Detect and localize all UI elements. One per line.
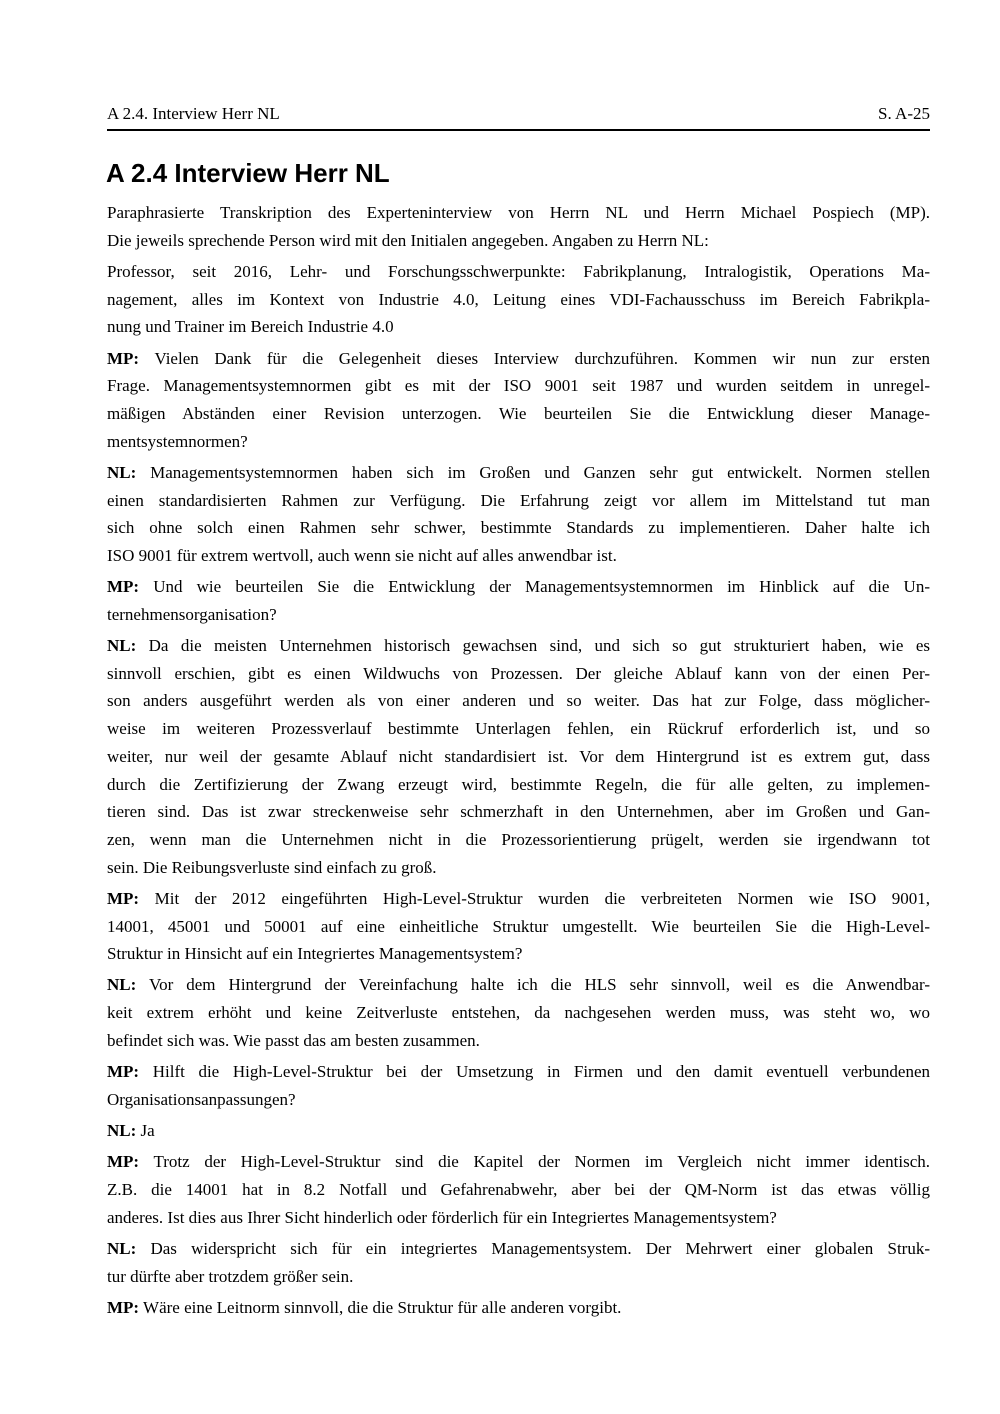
speaker-label: MP:: [107, 348, 140, 368]
transcript: [107, 199, 930, 1325]
text-line: Struktur in Hinsicht auf ein Integriertes Managementsystem?: [107, 944, 523, 964]
transcript-paragraph: [107, 1235, 930, 1290]
running-head-section: A 2.4. Interview Herr NL: [107, 104, 280, 123]
text-line: MP: Wäre eine Leitnorm sinnvoll, die die Struktur für alle anderen vorgibt.: [107, 1297, 622, 1317]
text-line: nagement, alles im Kontext von Industrie 4.0, Leitung eines VDI-Fachausschuss im Bereich Fabrikpla-: [107, 289, 930, 309]
text-line: Die jeweils sprechende Person wird mit den Initialen angegeben. Angaben zu Herrn NL:: [107, 230, 709, 250]
speaker-label: NL:: [107, 462, 137, 482]
text-line: sich ohne solch einen Rahmen sehr schwer, bestimmte Standards zu implementieren. Daher halte ich: [107, 518, 930, 538]
text-line: Z.B. die 14001 hat in 8.2 Notfall und Gefahrenabwehr, aber bei der QM-Norm ist das etwas völlig: [107, 1179, 930, 1199]
speaker-label: NL:: [107, 1121, 137, 1140]
speaker-label: MP:: [107, 1297, 140, 1317]
text-line: NL: Ja: [107, 1121, 155, 1140]
speaker-label: NL:: [107, 636, 137, 656]
text-line: weise im weiteren Prozessverlauf bestimmte Unterlagen fehlen, ein Rückruf erforderlich ist, und so: [107, 719, 930, 739]
text-line: tur dürfte aber trotzdem größer sein.: [107, 1266, 354, 1286]
text-line: son anders ausgeführt werden als von einer anderen und so weiter. Das hat zur Folge, dass möglicher-: [107, 691, 930, 711]
speaker-label: MP:: [107, 1152, 140, 1172]
text-line: MP: Hilft die High-Level-Struktur bei der Umsetzung in Firmen und den damit eventuell verbundenen: [107, 1062, 930, 1082]
text-line: MP: Trotz der High-Level-Struktur sind die Kapitel der Normen im Vergleich nicht immer identisch.: [107, 1152, 930, 1172]
transcript-paragraph: [107, 971, 930, 1054]
speaker-label: MP:: [107, 1062, 140, 1082]
text-line: zen, wenn man die Unternehmen nicht in die Prozessorientierung prügelt, werden sie irgendwann tot: [107, 829, 930, 849]
text-line: MP: Und wie beurteilen Sie die Entwicklung der Managementsystemnormen im Hinblick auf die Un-: [107, 577, 930, 597]
speaker-label: MP:: [107, 577, 140, 597]
text-line: mentsystemnormen?: [107, 431, 248, 451]
text-line: Paraphrasierte Transkription des Experteninterview von Herrn NL und Herrn Michael Pospiech (MP).: [107, 203, 930, 222]
transcript-paragraph: [107, 1148, 930, 1231]
text-line: NL: Das widerspricht sich für ein integriertes Managementsystem. Der Mehrwert einer globalen Struk-: [107, 1238, 930, 1258]
text-line: tieren sind. Das ist zwar streckenweise sehr schmerzhaft in den Unternehmen, aber im Großen und Gan-: [107, 802, 930, 822]
transcript-paragraph: [107, 1117, 930, 1145]
speaker-label: MP:: [107, 888, 140, 908]
text-line: sinnvoll erschien, gibt es einen Wildwuchs von Prozessen. Der gleiche Ablauf kann von der einen Per-: [107, 663, 930, 683]
transcript-paragraph: [107, 258, 930, 341]
transcript-paragraph: [107, 1058, 930, 1113]
text-line: weiter, nur weil der gesamte Ablauf nicht standardisiert ist. Vor dem Hintergrund ist es extrem gut, dass: [107, 746, 930, 766]
transcript-paragraph: [107, 885, 930, 968]
running-head-page-number: S. A-25: [878, 104, 930, 123]
transcript-paragraph: [107, 632, 930, 881]
text-line: 14001, 45001 und 50001 auf eine einheitliche Struktur umgestellt. Wie beurteilen Sie die High-Level-: [107, 916, 930, 936]
text-line: NL: Vor dem Hintergrund der Vereinfachung halte ich die HLS sehr sinnvoll, weil es die Anwendbar-: [107, 975, 930, 995]
text-line: nung und Trainer im Bereich Industrie 4.0: [107, 317, 394, 337]
running-head: [107, 104, 930, 124]
text-line: MP: Vielen Dank für die Gelegenheit dieses Interview durchzuführen. Kommen wir nun zur ersten: [107, 348, 930, 368]
text-line: einen standardisierten Rahmen zur Verfügung. Die Erfahrung zeigt vor allem im Mittelstand tut man: [107, 490, 930, 510]
transcript-paragraph: [107, 199, 930, 254]
text-line: Organisationsanpassungen?: [107, 1089, 296, 1109]
transcript-paragraph: [107, 459, 930, 570]
text-line: keit extrem erhöht und keine Zeitverluste entstehen, da nachgesehen werden muss, was steht wo, wo: [107, 1003, 930, 1023]
text-line: Frage. Managementsystemnormen gibt es mit der ISO 9001 seit 1987 und wurden seitdem in unregel-: [107, 376, 930, 396]
transcript-paragraph: [107, 573, 930, 628]
page-title: A 2.4 Interview Herr NL: [106, 158, 390, 188]
text-line: durch die Zertifizierung der Zwang erzeugt wird, bestimmte Regeln, die für alle gelten, zu implemen-: [107, 774, 930, 794]
text-line: Professor, seit 2016, Lehr- und Forschungsschwerpunkte: Fabrikplanung, Intralogistik, Operations Ma-: [107, 261, 930, 281]
text-line: NL: Managementsystemnormen haben sich im Großen und Ganzen sehr gut entwickelt. Normen stellen: [107, 462, 930, 482]
text-line: befindet sich was. Wie passt das am besten zusammen.: [107, 1030, 480, 1050]
text-line: ISO 9001 für extrem wertvoll, auch wenn sie nicht auf alles anwendbar ist.: [107, 545, 617, 565]
text-line: mäßigen Abständen einer Revision unterzogen. Wie beurteilen Sie die Entwicklung dieser Manage-: [107, 403, 930, 423]
text-line: MP: Mit der 2012 eingeführten High-Level-Struktur wurden die verbreiteten Normen wie ISO 9001,: [107, 888, 930, 908]
speaker-label: NL:: [107, 975, 137, 995]
text-line: ternehmensorganisation?: [107, 604, 277, 624]
speaker-label: NL:: [107, 1238, 137, 1258]
text-line: NL: Da die meisten Unternehmen historisch gewachsen sind, und sich so gut strukturiert haben, wie es: [107, 636, 930, 656]
text-line: anderes. Ist dies aus Ihrer Sicht hinderlich oder förderlich für ein Integriertes Managementsystem?: [107, 1207, 777, 1227]
header-rule: [107, 129, 930, 131]
transcript-paragraph: [107, 1294, 930, 1322]
text-line: sein. Die Reibungsverluste sind einfach zu groß.: [107, 857, 437, 877]
transcript-paragraph: [107, 345, 930, 456]
